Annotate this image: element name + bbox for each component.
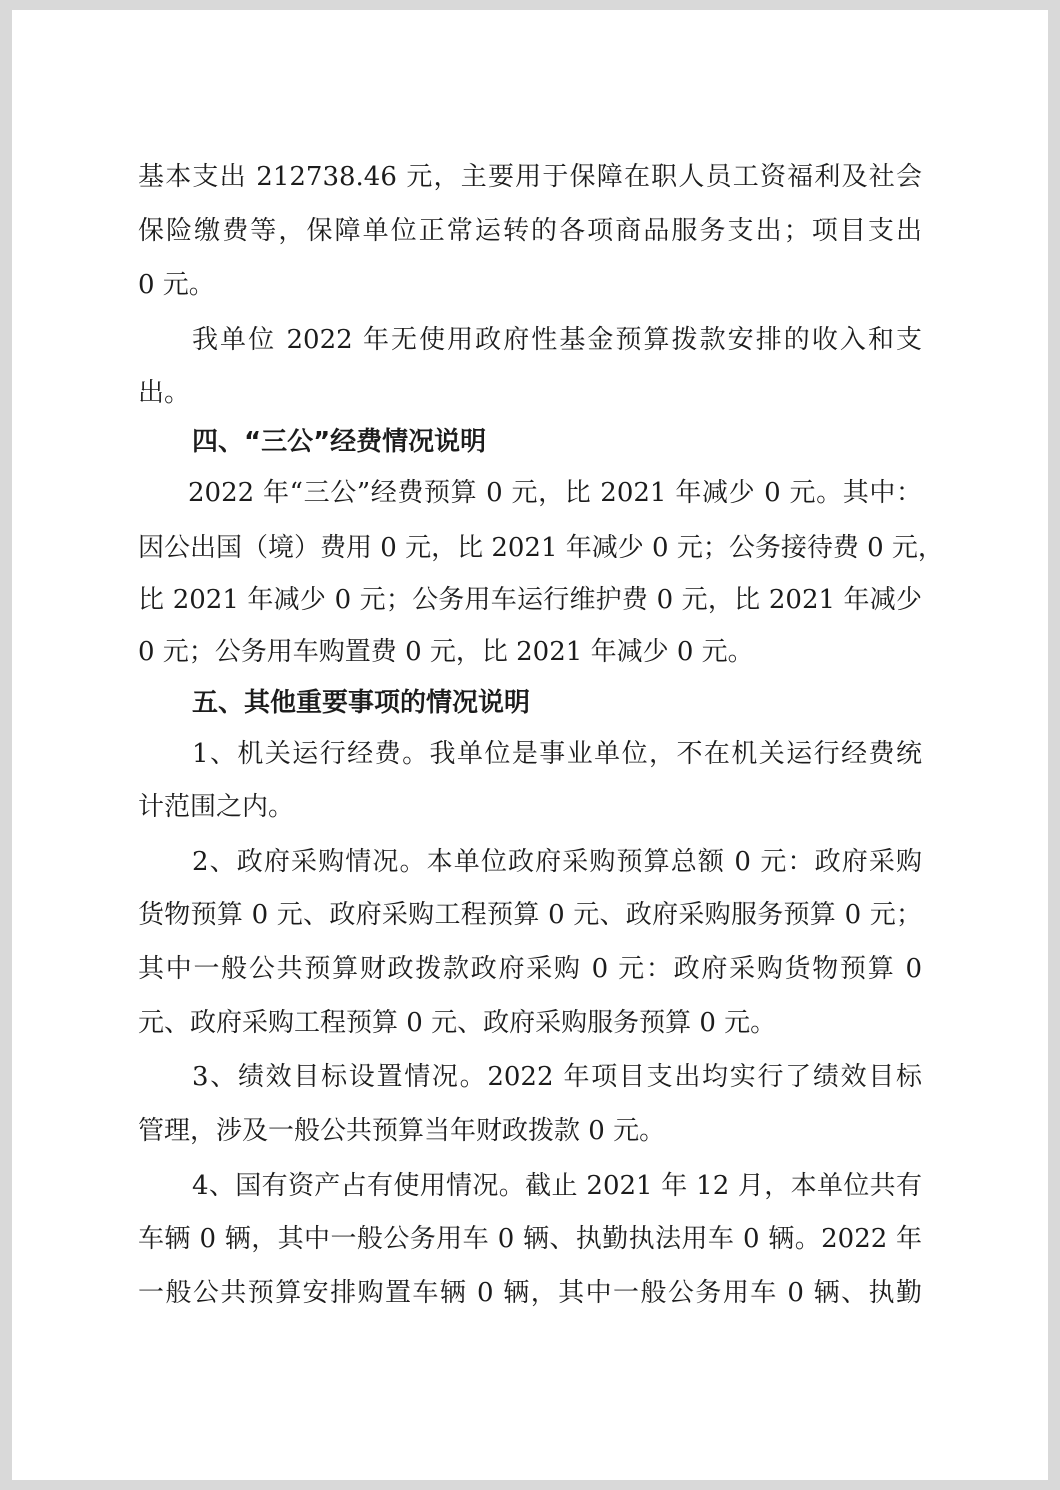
paragraph-line: 因公出国（境）费用 0 元，比 2021 年减少 0 元；公务接待费 0 元， [138,533,944,563]
document-page [12,10,1048,1480]
paragraph-line: 0 元；公务用车购置费 0 元，比 2021 年减少 0 元。 [138,637,754,667]
section-heading-five: 五、其他重要事项的情况说明 [192,688,531,718]
paragraph-line: 4、国有资产占有使用情况。截止 2021 年 12 月，本单位共有 [192,1171,922,1201]
paragraph-line: 1、机关运行经费。我单位是事业单位，不在机关运行经费统 [192,739,922,769]
paragraph-line: 其中一般公共预算财政拨款政府采购 0 元：政府采购货物预算 0 [138,954,922,984]
paragraph-line: 我单位 2022 年无使用政府性基金预算拨款安排的收入和支 [192,325,922,355]
paragraph-line: 出。 [138,378,191,408]
paragraph-line: 管理，涉及一般公共预算当年财政拨款 0 元。 [138,1116,666,1146]
paragraph-line: 比 2021 年减少 0 元；公务用车运行维护费 0 元，比 2021 年减少 [138,585,922,615]
paragraph-line: 一般公共预算安排购置车辆 0 辆，其中一般公务用车 0 辆、执勤 [138,1278,922,1308]
paragraph-line: 保险缴费等，保障单位正常运转的各项商品服务支出；项目支出 [138,216,922,246]
paragraph-line: 0 元。 [138,270,215,300]
paragraph-line: 2022 年“三公”经费预算 0 元，比 2021 年减少 0 元。其中： [188,478,922,508]
section-heading-four: 四、“三公”经费情况说明 [192,427,487,457]
paragraph-line: 货物预算 0 元、政府采购工程预算 0 元、政府采购服务预算 0 元； [138,900,922,930]
paragraph-line: 3、绩效目标设置情况。2022 年项目支出均实行了绩效目标 [192,1062,922,1092]
paragraph-line: 车辆 0 辆，其中一般公务用车 0 辆、执勤执法用车 0 辆。2022 年 [138,1224,922,1254]
paragraph-line: 计范围之内。 [138,792,295,822]
paragraph-line: 基本支出 212738.46 元，主要用于保障在职人员工资福利及社会 [138,162,922,192]
paragraph-line: 元、政府采购工程预算 0 元、政府采购服务预算 0 元。 [138,1008,777,1038]
paragraph-line: 2、政府采购情况。本单位政府采购预算总额 0 元：政府采购 [192,847,922,877]
